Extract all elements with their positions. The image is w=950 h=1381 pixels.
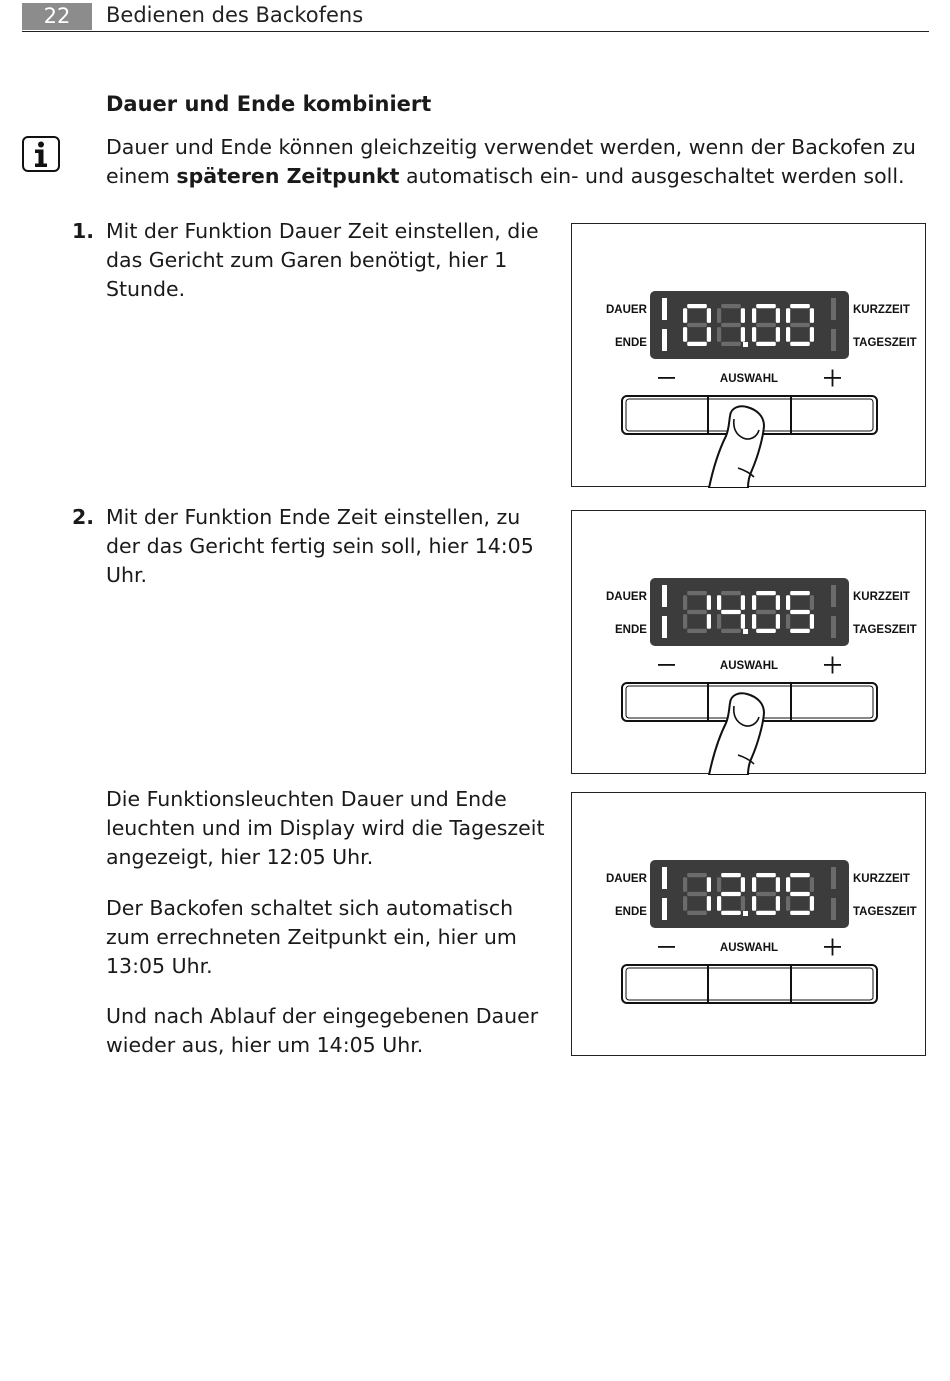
label-dauer: DAUER [606,873,647,885]
section-title: Dauer und Ende kombiniert [106,92,432,116]
indicator-ende [662,616,667,638]
label-ende: ENDE [615,624,647,636]
display-dot [743,342,748,347]
plus-icon [824,370,841,387]
label-auswahl: AUSWAHL [719,942,779,954]
indicator-kurzzeit [831,298,836,320]
paragraph-function-lights: Die Funktionsleuchten Dauer und Ende leuchten und im Display wird die Tageszeit angezeigt, hier 12:05 Uhr. [106,787,545,869]
header-rule [22,31,929,32]
intro-emphasis: späteren Zeitpunkt [176,164,400,188]
page-number: 22 [22,3,92,30]
minus-icon [658,377,675,379]
label-kurzzeit: KURZZEIT [853,873,910,885]
minus-icon [658,664,675,666]
control-panel-figure [571,223,926,487]
indicator-tageszeit [831,329,836,351]
display-screen [650,578,849,646]
paragraph-switch-off: Und nach Ablauf der eingegebenen Dauer wieder aus, hier um 14:05 Uhr. [106,1004,539,1057]
control-panel-figure [571,510,926,774]
intro-text: Dauer und Ende können gleichzeitig verwendet werden, wenn der Backofen zu einem späteren Zeitpunkt automatisch ein- und ausgeschaltet werden soll. [106,135,916,188]
indicator-ende [662,898,667,920]
label-tageszeit: TAGESZEIT [853,906,917,918]
step-2-text: Mit der Funktion Ende Zeit einstellen, zu der das Gericht fertig sein soll, hier 14:05 Uhr. [106,505,534,587]
label-auswahl: AUSWAHL [719,373,779,385]
info-icon [22,136,60,172]
step-1-number: 1. [72,219,95,243]
label-ende: ENDE [615,337,647,349]
indicator-tageszeit [831,616,836,638]
plus-icon [824,657,841,674]
indicator-ende [662,329,667,351]
control-panel-figure [571,792,926,1056]
display-screen [650,860,849,928]
indicator-kurzzeit [831,585,836,607]
label-kurzzeit: KURZZEIT [853,304,910,316]
label-auswahl: AUSWAHL [719,660,779,672]
label-tageszeit: TAGESZEIT [853,624,917,636]
step-1-text: Mit der Funktion Dauer Zeit einstellen, die das Gericht zum Garen benötigt, hier 1 Stunde. [106,219,539,301]
display-dot [743,911,748,916]
label-tageszeit: TAGESZEIT [853,337,917,349]
paragraph-switch-on: Der Backofen schaltet sich automatisch zum errechneten Zeitpunkt ein, hier um 13:05 Uhr. [106,896,517,978]
indicator-dauer [662,585,667,607]
indicator-dauer [662,298,667,320]
button-strip[interactable] [622,965,877,1003]
step-2-number: 2. [72,505,95,529]
display-screen [650,291,849,359]
plus-icon [824,939,841,956]
label-dauer: DAUER [606,304,647,316]
display-dot [743,629,748,634]
label-kurzzeit: KURZZEIT [853,591,910,603]
indicator-kurzzeit [831,867,836,889]
label-ende: ENDE [615,906,647,918]
label-dauer: DAUER [606,591,647,603]
indicator-tageszeit [831,898,836,920]
header-title: Bedienen des Backofens [106,3,364,27]
indicator-dauer [662,867,667,889]
minus-icon [658,946,675,948]
